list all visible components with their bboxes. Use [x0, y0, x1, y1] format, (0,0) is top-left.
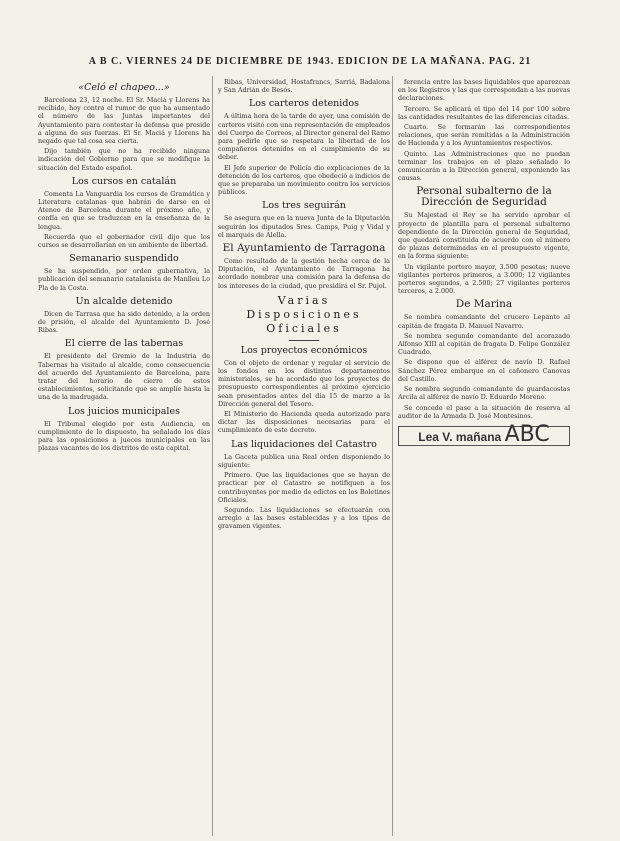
headline-catastro: Las liquidaciones del Catastro	[231, 438, 377, 450]
paragraph: Su Majestad el Rey se ha servido aprobar el proyecto de plantilla para el personal subalterno dependiente de la Dirección general de Seguridad, que quedará constituida de acuerdo con el número de plazas determinadas en el presupuesto vigente, en la forma siguiente:	[398, 211, 570, 261]
paragraph: Se concede el pase a la situación de reserva al auditor de la Armada D. José Montesinos.	[398, 403, 570, 420]
separator	[289, 340, 319, 341]
headline-tarragona: El Ayuntamiento de Tarragona	[222, 242, 386, 255]
paragraph: Ribas, Universidad, Hostafrancs, Sarriá, Badalona y San Adrián de Besós.	[218, 78, 390, 95]
page-masthead: A B C. VIERNES 24 DE DICIEMBRE DE 1943. EDICION DE LA MAÑANA. PAG. 21	[88, 56, 532, 67]
headline-catalan: Los cursos en catalán	[71, 175, 177, 187]
headline-proyectos: Los proyectos económicos	[240, 344, 368, 356]
headline-semanario: Semanario suspendido	[69, 253, 179, 265]
abc-advertisement	[398, 421, 570, 447]
paragraph: Recuerda que el gobernador civil dijo que los cursos se desarrollarían en un ambiente de libertad.	[38, 232, 210, 250]
paragraph: Un vigilante portero mayor, 3.500 pesetas; nueve vigilantes porteros primeros, a 3.000; 12 vigilantes porteros segundos, a 2.500; 27 vigilantes porteros terceros, a 2.000.	[398, 262, 570, 296]
ad-text: Lea V. mañana	[418, 429, 502, 444]
headline-seguiran: Los tres seguirán	[262, 200, 346, 212]
abc-logo: ABC	[504, 421, 550, 447]
paragraph: Se asegura que en la nueva Junta de la Diputación seguirán los diputados Sres. Camps, Puig y Vidal y el marqués de Alella.	[218, 214, 390, 239]
headline-chapeo: «Celó el chapeo...»	[78, 82, 170, 93]
paragraph: Primero. Que las liquidaciones que se hayan de practicar por el Catastro se notifiquen a los contribuyentes por medio de edictos en los Boletines Oficiales.	[218, 471, 390, 504]
column-2	[218, 78, 390, 533]
paragraph: ferencia entre las bases liquidables que aparezcan en los Registros y las que correspondan a las nuevas declaraciones.	[398, 78, 570, 103]
paragraph: Como resultado de la gestión hecha cerca de la Diputación, el Ayuntamiento de Tarragona ha acordado nombrar una comisión para la defensa de los intereses de la ciudad, que presidirá el Sr. Pujol.	[218, 257, 390, 290]
column-divider	[212, 76, 213, 836]
paragraph: Barcelona 23, 12 noche. El Sr. Maciá y Llorens ha recibido, hoy contra el rumor de que ha aumentado el número de las Juntas importantes del Ayuntamiento para contestar la defensa que preside a alguna de sus fuerzas. El Sr. Maciá y Llorens ha negado que tal cosa sea cierta.	[38, 96, 210, 146]
paragraph: Se nombra segundo comandante del acorazado Alfonso XIII al capitán de fragata D. Felipe González Cuadrado.	[398, 331, 570, 357]
paragraph: Dijo también que no ha recibido ninguna indicación del Gobierno para que se modifique la situación del Estado español.	[38, 147, 210, 172]
paragraph: El Jefe superior de Policía dio explicaciones de la detención de los carteros, que obedeció a indicios de que se preparaba un movimiento contra los servicios públicos.	[218, 163, 391, 197]
paragraph: Con el objeto de ordenar y regular el servicio de los fondos en los distintos departamentos ministeriales, se ha acordado que los proyectos de presupuesto correspondientes al próximo ejercicio sean presentados antes del día 15 de marzo a la Dirección general del Tesoro.	[218, 358, 390, 408]
paragraph: Comenta La Vanguardia los cursos de Gramática y Literatura catalanas que habrán de darse en el Ateneo de Barcelona durante el próximo año, y confía en que se traduzcan en la enseñanza de la lengua.	[38, 189, 210, 231]
paragraph: Tercero. Se aplicará el tipo del 14 por 100 sobre las cantidades resultantes de las diferencias citadas.	[398, 104, 570, 121]
headline-alcalde: Un alcalde detenido	[75, 295, 173, 307]
paragraph: Se nombra segundo comandante de guardacostas Arcila al alférez de navío D. Eduardo Moreno.	[398, 385, 570, 402]
headline-disposiciones: Varias Disposiciones Oficiales	[246, 293, 362, 335]
headline-juicios: Los juicios municipales	[68, 405, 180, 417]
headline-marina: De Marina	[455, 298, 513, 311]
column-1	[38, 78, 210, 455]
headline-carteros: Los carteros detenidos	[248, 98, 360, 110]
paragraph: Quinto. Las Administraciones que no puedan terminar los trabajos en el plazo señalado lo comunicarán a la Dirección general, exponiendo las causas.	[398, 149, 570, 183]
headline-tabernas: El cierre de las tabernas	[64, 338, 184, 350]
paragraph: Cuarto. Se formarán las correspondientes relaciones, que serán remitidas a la Administración de Hacienda y a los Ayuntamientos respectivos.	[398, 123, 570, 148]
paragraph: Dicen de Tarrasa que ha sido detenido, a la orden de prisión, el alcalde del Ayuntamiento D. José Ribas.	[38, 309, 210, 335]
paragraph: La Gaceta publica una Real orden disponiendo lo siguiente:	[218, 452, 390, 469]
paragraph: Se ha suspendido, por orden gubernativa, la publicación del semanario catalanista de Manlleu Lo Pla de la Costa.	[38, 267, 210, 292]
paragraph: Segundo. Las liquidaciones se efectuarán con arreglo a las bases establecidas y a los tipos de gravamen vigentes.	[218, 505, 390, 531]
paragraph: A última hora de la tarde de ayer, una comisión de carteros visitó con una representación de empleados del Cuerpo de Correos, al Director general del Ramo para pedirle que se respetara la libertad de los compañeros detenidos en el cumplimiento de su deber.	[218, 112, 390, 162]
column-3	[398, 78, 570, 446]
paragraph: Se dispone que el alférez de navío D. Rafael Sánchez Pérez embarque en el cañonero Canovas del Castillo.	[398, 358, 570, 383]
paragraph: Se nombra comandante del crucero Lepanto al capitán de fragata D. Manuel Navarro.	[398, 313, 570, 330]
paragraph: El Ministerio de Hacienda queda autorizado para dictar las disposiciones necesarias para el cumplimiento de este decreto.	[218, 410, 390, 435]
headline-personal: Personal subalterno de la Dirección de Seguridad	[416, 185, 552, 209]
column-divider	[392, 76, 393, 836]
paragraph: El presidente del Gremio de la Industria de Tabernas ha visitado al alcalde, como consecuencia del acuerdo del Ayuntamiento de Barcelona, para tratar del horario de cierre de estos establecimientos, solicitando que se amplíe hasta la una de la madrugada.	[38, 352, 210, 402]
paragraph: El Tribunal elegido por esta Audiencia, en cumplimiento de lo dispuesto, ha señalado los días para las oposiciones a jueces municipales en las plazas vacantes de los distritos de esta capital.	[38, 419, 210, 453]
